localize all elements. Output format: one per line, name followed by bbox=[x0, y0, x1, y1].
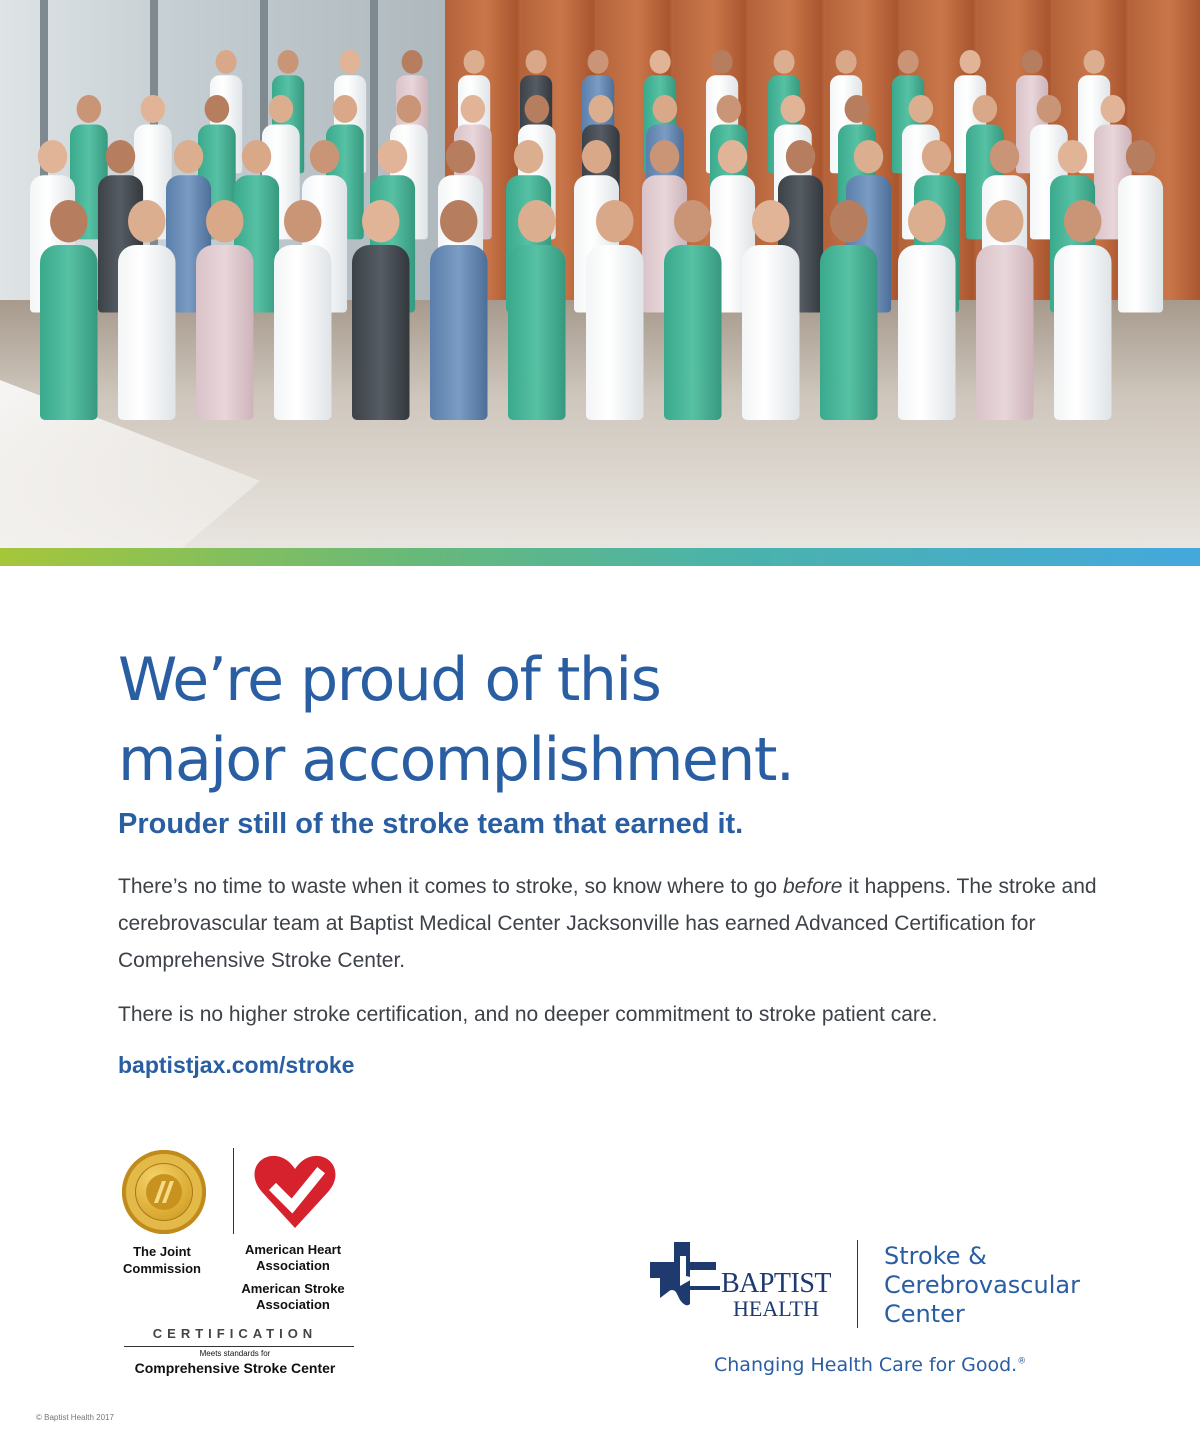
asa-line-1: American Stroke bbox=[241, 1281, 345, 1296]
photo-staff-member bbox=[196, 200, 254, 420]
center-line-1: Stroke & bbox=[884, 1242, 987, 1270]
photo-staff-member bbox=[820, 200, 878, 420]
aha-line-2: Association bbox=[256, 1258, 330, 1273]
aha-line-1: American Heart bbox=[244, 1242, 342, 1257]
joint-commission-name bbox=[112, 1243, 212, 1277]
photo-staff-member bbox=[508, 200, 566, 420]
certification-label: CERTIFICATION bbox=[152, 1326, 318, 1341]
tagline-registered-mark: ® bbox=[1017, 1356, 1027, 1367]
center-line-2: Cerebrovascular bbox=[884, 1271, 1080, 1299]
certification-level: Comprehensive Stroke Center bbox=[134, 1360, 336, 1376]
photo-staff-member bbox=[976, 200, 1034, 420]
photo-staff-member bbox=[1118, 140, 1163, 312]
stroke-center-name bbox=[884, 1242, 1144, 1329]
certification-divider bbox=[233, 1148, 234, 1234]
photo-staff-member bbox=[430, 200, 488, 420]
photo-staff-member bbox=[898, 200, 956, 420]
body-paragraph-1 bbox=[118, 868, 1118, 979]
health-wordmark: HEALTH bbox=[733, 1296, 819, 1321]
photo-staff-member bbox=[742, 200, 800, 420]
tagline-text: Changing Health Care for Good. bbox=[714, 1354, 1018, 1376]
accent-gradient-bar bbox=[0, 548, 1200, 566]
jc-line-1: The Joint bbox=[133, 1244, 191, 1259]
american-stroke-association-name bbox=[228, 1281, 358, 1313]
photo-staff-member bbox=[274, 200, 332, 420]
photo-staff-member bbox=[1054, 200, 1112, 420]
certification-rule bbox=[124, 1346, 354, 1347]
body-p1-end: it happens. The stroke and cerebrovascular team at Baptist Medical Center Jacksonville has earned Advanced Certification for Comprehensive Stroke Center. bbox=[118, 875, 1097, 972]
brand-tagline bbox=[714, 1354, 1114, 1376]
body-p1-emphasis: before bbox=[782, 875, 843, 898]
photo-staff-member bbox=[118, 200, 176, 420]
headline-line-2: major accomplishment. bbox=[118, 725, 794, 795]
baptist-wordmark: BAPTIST bbox=[720, 1268, 832, 1299]
photo-staff-member bbox=[40, 200, 98, 420]
photo-staff-member bbox=[352, 200, 410, 420]
heart-check-icon bbox=[252, 1152, 338, 1232]
headline bbox=[118, 640, 1018, 800]
joint-commission-seal-icon bbox=[122, 1150, 206, 1234]
hero-team-photo bbox=[0, 0, 1200, 548]
photo-staff-member bbox=[586, 200, 644, 420]
body-p1-start: There’s no time to waste when it comes to stroke, so know where to go bbox=[118, 875, 783, 898]
baptist-cross-icon bbox=[650, 1242, 726, 1312]
certification-meets-text: Meets standards for bbox=[199, 1349, 271, 1358]
center-line-3: Center bbox=[884, 1300, 965, 1328]
jc-line-2: Commission bbox=[122, 1261, 201, 1276]
photo-staff-member bbox=[664, 200, 722, 420]
headline-line-1: We’re proud of this bbox=[118, 645, 661, 715]
body-paragraph-2: There is no higher stroke certification, and no deeper commitment to stroke patient care. bbox=[118, 1003, 938, 1026]
stroke-url-link[interactable]: baptistjax.com/stroke bbox=[118, 1052, 355, 1078]
asa-line-2: Association bbox=[256, 1297, 330, 1312]
brand-divider bbox=[857, 1240, 858, 1328]
copyright-notice: © Baptist Health 2017 bbox=[36, 1413, 114, 1422]
subheadline: Prouder still of the stroke team that earned it. bbox=[118, 808, 744, 840]
american-heart-association-name bbox=[228, 1242, 358, 1274]
